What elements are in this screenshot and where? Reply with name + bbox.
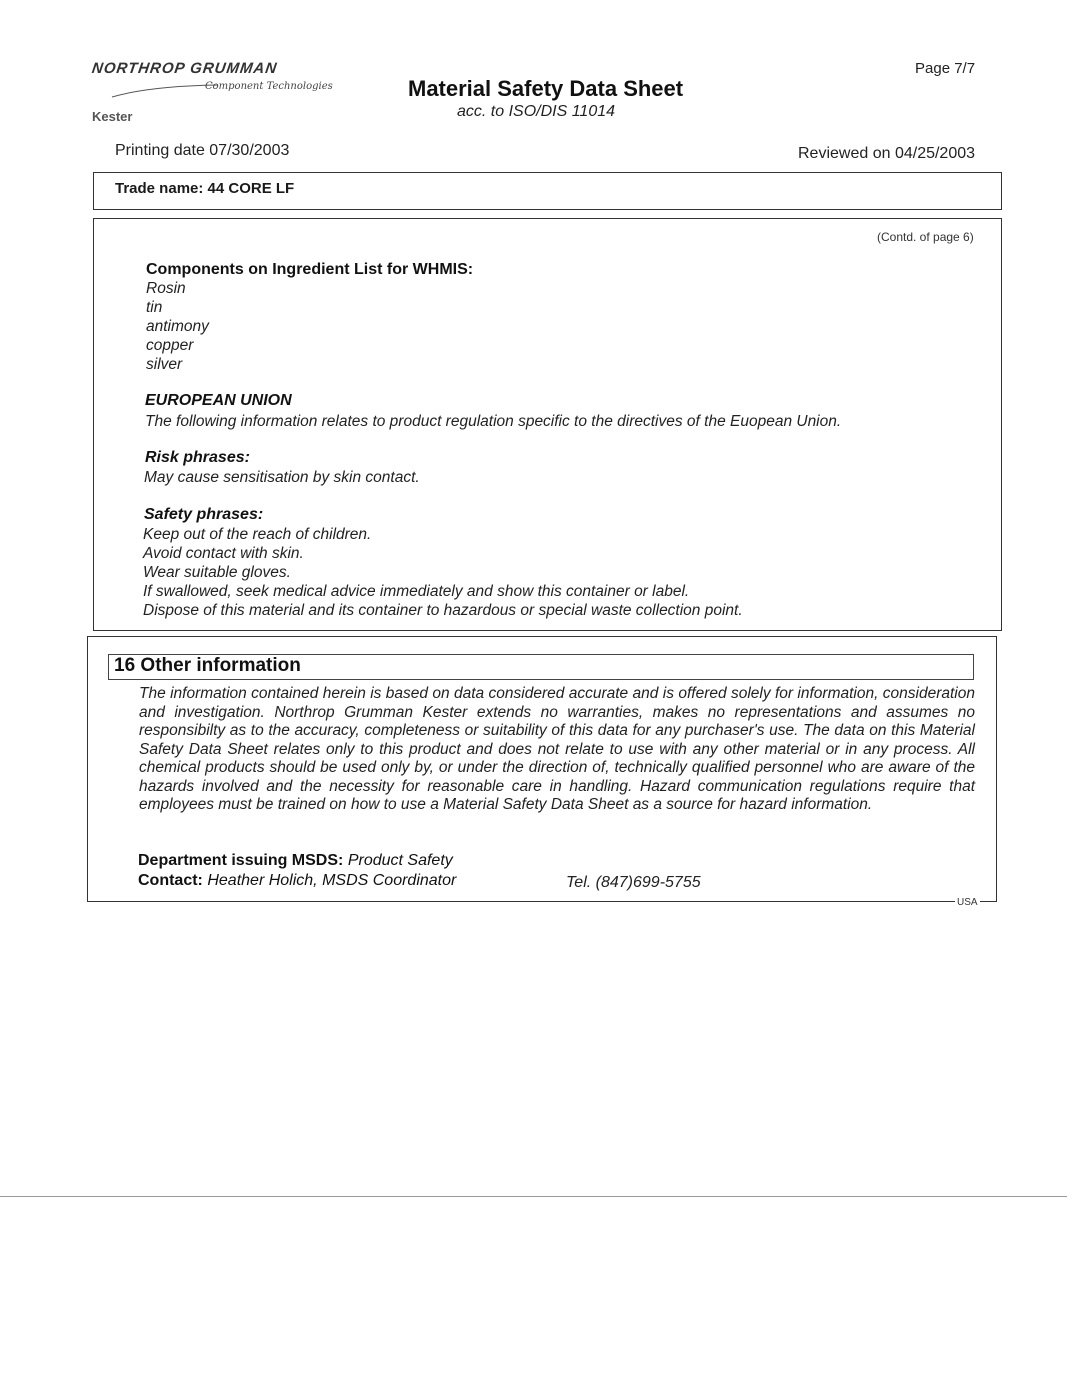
printing-date: Printing date 07/30/2003 bbox=[115, 142, 290, 159]
contact-line bbox=[138, 872, 456, 890]
eu-heading: EUROPEAN UNION bbox=[145, 392, 292, 409]
whmis-item: copper bbox=[146, 337, 194, 354]
whmis-item: silver bbox=[146, 356, 183, 373]
whmis-item: antimony bbox=[146, 318, 209, 335]
logo-swoosh-icon bbox=[110, 84, 220, 98]
risk-heading: Risk phrases: bbox=[145, 449, 250, 466]
eu-text: The following information relates to product regulation specific to the directives of the Euopean Union. bbox=[145, 413, 842, 430]
page-number: Page 7/7 bbox=[915, 60, 976, 77]
region-label: USA bbox=[957, 897, 978, 908]
safety-heading: Safety phrases: bbox=[144, 506, 264, 523]
logo-subtitle: Component Technologies bbox=[205, 81, 333, 92]
whmis-item: tin bbox=[146, 299, 163, 316]
safety-item: Dispose of this material and its container to hazardous or special waste collection point. bbox=[143, 602, 743, 619]
section-title: 16 Other information bbox=[114, 655, 301, 676]
contact-value: Heather Holich, MSDS Coordinator bbox=[207, 872, 457, 889]
whmis-heading: Components on Ingredient List for WHMIS: bbox=[146, 261, 474, 278]
scan-edge-line bbox=[0, 1196, 1067, 1197]
safety-item: Wear suitable gloves. bbox=[143, 564, 291, 581]
reviewed-date: Reviewed on 04/25/2003 bbox=[798, 145, 976, 162]
safety-item: Avoid contact with skin. bbox=[143, 545, 304, 562]
disclaimer-paragraph: The information contained herein is based on data considered accurate and is offered solely for information, consideration and investigation. Northrop Grumman Kester extends no warranties, makes no representations and assumes no responsibilty as to the accuracy, completeness or suitability of this data for any purchaser's use. The data on this Material Safety Data Sheet relates only to this product and does not relate to use with any other material or in any process. All chemical products should be used only by, or under the direction of, technically qualified personnel who are aware of the hazards involved and the necessity for reasonable care in handling. Hazard communication regulations require that employees must be trained on how to use a Material Safety Data Sheet as a source for hazard information. bbox=[139, 685, 975, 813]
telephone: Tel. (847)699-5755 bbox=[566, 874, 701, 891]
company-logo-text: NORTHROP GRUMMAN bbox=[90, 60, 279, 77]
department-value: Product Safety bbox=[347, 852, 453, 869]
logo-kester: Kester bbox=[92, 109, 133, 124]
whmis-list bbox=[146, 279, 209, 374]
safety-item: Keep out of the reach of children. bbox=[143, 526, 372, 543]
department-line bbox=[138, 852, 453, 870]
continued-note: (Contd. of page 6) bbox=[877, 230, 974, 244]
safety-item: If swallowed, seek medical advice immediately and show this container or label. bbox=[143, 583, 690, 600]
document-title: Material Safety Data Sheet bbox=[408, 76, 684, 101]
whmis-item: Rosin bbox=[146, 280, 186, 297]
department-label: Department issuing MSDS: bbox=[138, 852, 344, 869]
trade-name: Trade name: 44 CORE LF bbox=[115, 180, 295, 197]
risk-text: May cause sensitisation by skin contact. bbox=[144, 469, 420, 486]
contact-label: Contact: bbox=[138, 872, 203, 889]
safety-list bbox=[143, 525, 743, 620]
document-subtitle: acc. to ISO/DIS 11014 bbox=[457, 103, 616, 120]
